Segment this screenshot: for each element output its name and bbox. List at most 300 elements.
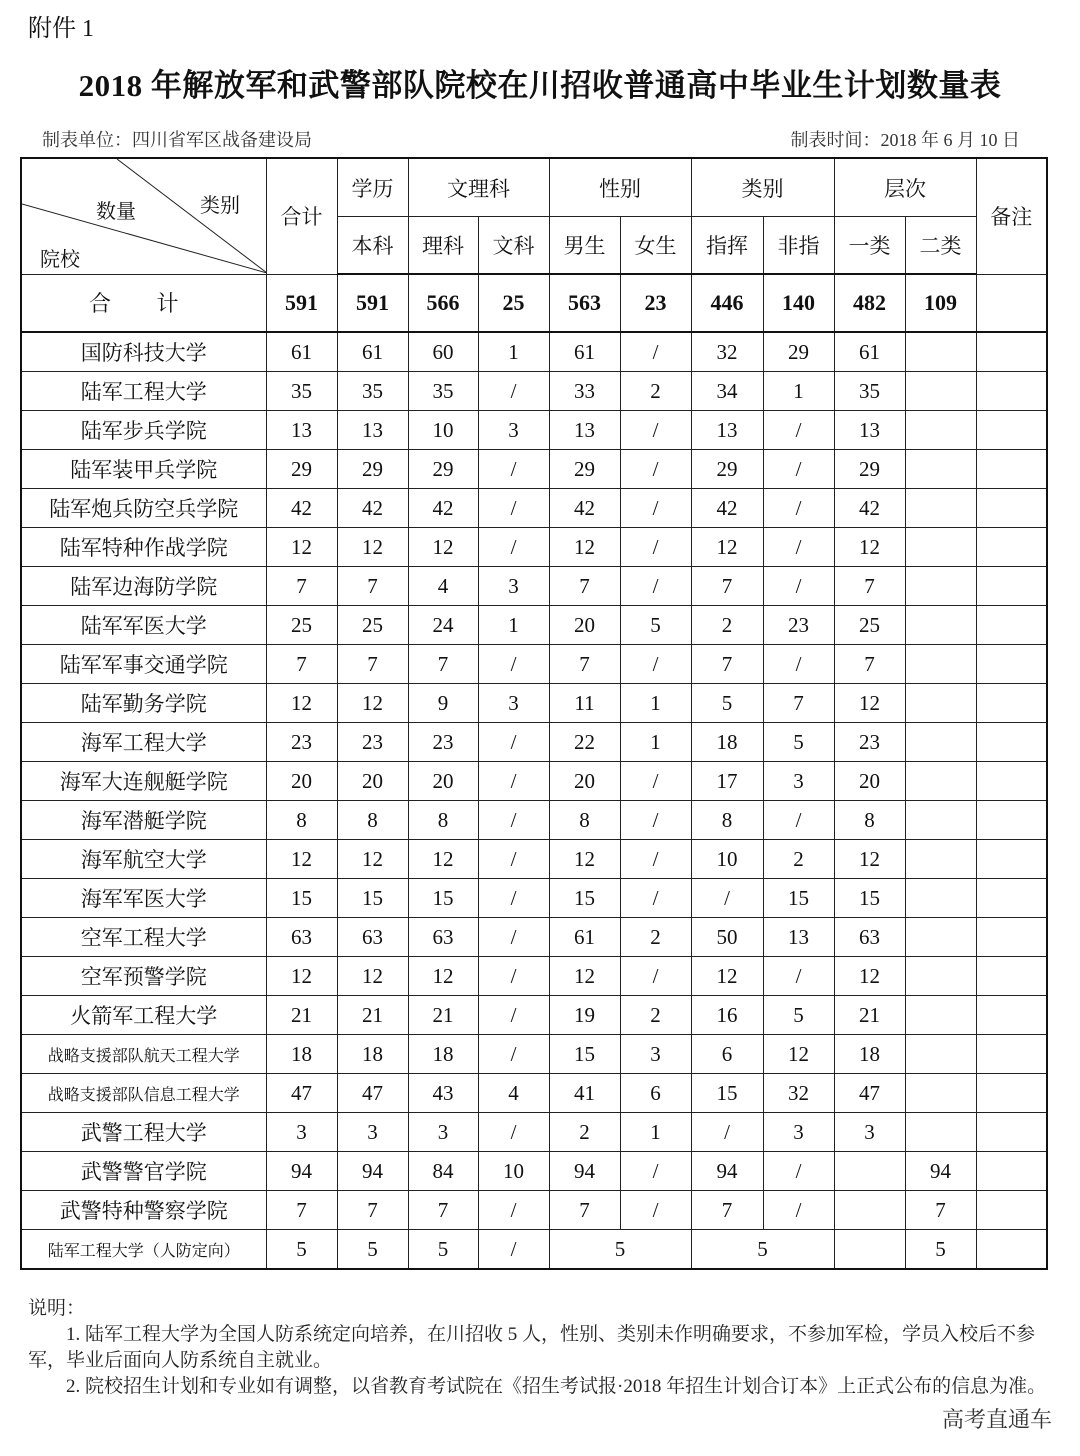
value-cell: 3 — [834, 1113, 905, 1152]
value-cell: 8 — [408, 801, 478, 840]
value-cell — [905, 332, 976, 372]
value-cell: / — [478, 1035, 549, 1074]
value-cell: 140 — [763, 274, 834, 332]
value-cell: / — [478, 528, 549, 567]
value-cell — [834, 1191, 905, 1230]
value-cell — [976, 801, 1047, 840]
value-cell: 94 — [905, 1152, 976, 1191]
value-cell: 10 — [408, 411, 478, 450]
value-cell: 32 — [763, 1074, 834, 1113]
school-name-cell: 陆军工程大学（人防定向） — [21, 1230, 266, 1270]
value-cell — [976, 1035, 1047, 1074]
value-cell — [905, 450, 976, 489]
value-cell: 7 — [905, 1191, 976, 1230]
value-cell: 563 — [549, 274, 620, 332]
value-cell: / — [620, 528, 691, 567]
notes-heading: 说明： — [28, 1298, 86, 1319]
table-row — [21, 684, 1047, 723]
enrollment-plan-table — [20, 157, 1048, 1270]
school-name-cell: 海军大连舰艇学院 — [21, 762, 266, 801]
value-cell: 2 — [620, 918, 691, 957]
value-cell: / — [478, 1230, 549, 1270]
value-cell: 25 — [266, 606, 337, 645]
value-cell: 5 — [337, 1230, 408, 1270]
table-row — [21, 840, 1047, 879]
value-cell: 15 — [408, 879, 478, 918]
value-cell: 12 — [834, 528, 905, 567]
school-name-cell: 火箭军工程大学 — [21, 996, 266, 1035]
header-sub: 指挥 — [691, 217, 763, 275]
value-cell: 21 — [266, 996, 337, 1035]
value-cell: / — [763, 411, 834, 450]
value-cell: / — [620, 332, 691, 372]
school-name-cell: 海军航空大学 — [21, 840, 266, 879]
value-cell — [976, 489, 1047, 528]
value-cell: / — [620, 801, 691, 840]
category-merged-cell: 5 — [691, 1230, 834, 1270]
value-cell: 12 — [266, 684, 337, 723]
value-cell — [976, 528, 1047, 567]
value-cell — [976, 411, 1047, 450]
value-cell: 2 — [763, 840, 834, 879]
value-cell — [905, 1113, 976, 1152]
table-row — [21, 489, 1047, 528]
value-cell — [905, 489, 976, 528]
table-row — [21, 996, 1047, 1035]
value-cell: 3 — [478, 411, 549, 450]
value-cell — [976, 372, 1047, 411]
value-cell: 5 — [408, 1230, 478, 1270]
value-cell — [905, 996, 976, 1035]
value-cell: 7 — [691, 1191, 763, 1230]
value-cell: / — [478, 645, 549, 684]
value-cell — [976, 1074, 1047, 1113]
table-row — [21, 1191, 1047, 1230]
value-cell: 12 — [691, 957, 763, 996]
value-cell: 13 — [834, 411, 905, 450]
value-cell: 12 — [266, 957, 337, 996]
value-cell: 21 — [337, 996, 408, 1035]
school-name-cell: 陆军边海防学院 — [21, 567, 266, 606]
value-cell: 13 — [266, 411, 337, 450]
value-cell — [905, 801, 976, 840]
value-cell: 42 — [266, 489, 337, 528]
value-cell — [905, 528, 976, 567]
value-cell — [976, 274, 1047, 332]
value-cell: 1 — [763, 372, 834, 411]
value-cell: 7 — [549, 645, 620, 684]
value-cell — [976, 1152, 1047, 1191]
value-cell: 20 — [408, 762, 478, 801]
value-cell: 8 — [691, 801, 763, 840]
value-cell: 7 — [691, 567, 763, 606]
value-cell: 2 — [620, 372, 691, 411]
table-row — [21, 957, 1047, 996]
value-cell: 94 — [266, 1152, 337, 1191]
gender-merged-cell: 5 — [549, 1230, 691, 1270]
value-cell: 7 — [763, 684, 834, 723]
value-cell: 8 — [834, 801, 905, 840]
value-cell: 15 — [763, 879, 834, 918]
school-name-cell: 国防科技大学 — [21, 332, 266, 372]
value-cell: / — [763, 1152, 834, 1191]
value-cell: / — [620, 1191, 691, 1230]
value-cell — [976, 606, 1047, 645]
value-cell: / — [763, 957, 834, 996]
header-sub: 理科 — [408, 217, 478, 275]
value-cell — [976, 450, 1047, 489]
value-cell: 20 — [549, 606, 620, 645]
value-cell: 7 — [266, 645, 337, 684]
value-cell — [976, 879, 1047, 918]
value-cell: 12 — [408, 957, 478, 996]
table-row — [21, 1035, 1047, 1074]
value-cell: 12 — [266, 528, 337, 567]
value-cell: 63 — [337, 918, 408, 957]
value-cell — [976, 567, 1047, 606]
value-cell: 12 — [408, 528, 478, 567]
school-name-cell: 战略支援部队信息工程大学 — [21, 1074, 266, 1113]
value-cell: 7 — [266, 567, 337, 606]
value-cell — [976, 996, 1047, 1035]
value-cell: 42 — [691, 489, 763, 528]
value-cell: 20 — [834, 762, 905, 801]
value-cell — [976, 684, 1047, 723]
school-name-cell: 陆军步兵学院 — [21, 411, 266, 450]
value-cell: 63 — [408, 918, 478, 957]
value-cell: 12 — [408, 840, 478, 879]
header-sub: 二类 — [905, 217, 976, 275]
value-cell: 35 — [337, 372, 408, 411]
value-cell: 29 — [266, 450, 337, 489]
value-cell: 35 — [408, 372, 478, 411]
value-cell: 5 — [266, 1230, 337, 1270]
value-cell: 5 — [763, 723, 834, 762]
diag-quantity-label: 数量 — [96, 201, 136, 224]
value-cell: 591 — [266, 274, 337, 332]
value-cell: / — [478, 1113, 549, 1152]
value-cell: / — [478, 918, 549, 957]
value-cell: / — [620, 567, 691, 606]
school-name-cell: 海军工程大学 — [21, 723, 266, 762]
value-cell: 6 — [691, 1035, 763, 1074]
value-cell: 84 — [408, 1152, 478, 1191]
value-cell: 42 — [834, 489, 905, 528]
value-cell: / — [763, 801, 834, 840]
table-row — [21, 918, 1047, 957]
value-cell: 13 — [337, 411, 408, 450]
table-row — [21, 723, 1047, 762]
table-row — [21, 801, 1047, 840]
value-cell: 94 — [337, 1152, 408, 1191]
value-cell: 5 — [620, 606, 691, 645]
value-cell — [905, 411, 976, 450]
value-cell: 94 — [691, 1152, 763, 1191]
value-cell — [905, 606, 976, 645]
value-cell: 3 — [620, 1035, 691, 1074]
header-group-category: 类别 — [691, 158, 834, 217]
header-sub: 非指 — [763, 217, 834, 275]
value-cell — [976, 762, 1047, 801]
school-name-cell: 海军军医大学 — [21, 879, 266, 918]
value-cell — [976, 645, 1047, 684]
value-cell: 3 — [763, 762, 834, 801]
value-cell: 7 — [834, 567, 905, 606]
value-cell: 32 — [691, 332, 763, 372]
value-cell: 18 — [691, 723, 763, 762]
header-sub: 男生 — [549, 217, 620, 275]
table-row — [21, 372, 1047, 411]
value-cell — [905, 879, 976, 918]
notes-section — [28, 1296, 1048, 1400]
value-cell: / — [620, 411, 691, 450]
value-cell: / — [763, 450, 834, 489]
value-cell: 8 — [549, 801, 620, 840]
value-cell: / — [478, 801, 549, 840]
value-cell: 5 — [905, 1230, 976, 1270]
value-cell: 13 — [691, 411, 763, 450]
value-cell: 7 — [691, 645, 763, 684]
header-sub: 文科 — [478, 217, 549, 275]
value-cell: 61 — [549, 918, 620, 957]
value-cell: 23 — [834, 723, 905, 762]
value-cell: 7 — [834, 645, 905, 684]
make-date: 制表时间：2018 年 6 月 10 日 — [790, 130, 1020, 150]
value-cell: 2 — [620, 996, 691, 1035]
value-cell: 10 — [691, 840, 763, 879]
value-cell: / — [620, 450, 691, 489]
header-group-level: 层次 — [834, 158, 976, 217]
value-cell: 13 — [763, 918, 834, 957]
value-cell: 2 — [549, 1113, 620, 1152]
value-cell: 3 — [478, 684, 549, 723]
value-cell: 61 — [266, 332, 337, 372]
value-cell: 42 — [337, 489, 408, 528]
header-remark: 备注 — [976, 158, 1047, 274]
value-cell: 18 — [337, 1035, 408, 1074]
school-name-cell: 战略支援部队航天工程大学 — [21, 1035, 266, 1074]
school-name-cell: 陆军勤务学院 — [21, 684, 266, 723]
school-name-cell: 海军潜艇学院 — [21, 801, 266, 840]
value-cell: 35 — [834, 372, 905, 411]
value-cell: / — [620, 762, 691, 801]
value-cell — [905, 918, 976, 957]
value-cell: 7 — [337, 567, 408, 606]
value-cell: 3 — [266, 1113, 337, 1152]
value-cell: 15 — [549, 1035, 620, 1074]
table-row — [21, 1113, 1047, 1152]
value-cell: 15 — [834, 879, 905, 918]
value-cell: 33 — [549, 372, 620, 411]
value-cell: 12 — [337, 528, 408, 567]
value-cell: 15 — [337, 879, 408, 918]
value-cell: / — [478, 996, 549, 1035]
value-cell: 47 — [337, 1074, 408, 1113]
value-cell: 29 — [763, 332, 834, 372]
header-group-subject: 文理科 — [408, 158, 549, 217]
value-cell: / — [763, 489, 834, 528]
school-name-cell: 空军工程大学 — [21, 918, 266, 957]
value-cell: / — [478, 489, 549, 528]
value-cell: / — [478, 1191, 549, 1230]
value-cell — [834, 1230, 905, 1270]
value-cell: 21 — [408, 996, 478, 1035]
value-cell: / — [763, 567, 834, 606]
value-cell: 23 — [408, 723, 478, 762]
header-sub: 一类 — [834, 217, 905, 275]
value-cell: 1 — [620, 1113, 691, 1152]
value-cell: 3 — [478, 567, 549, 606]
value-cell — [905, 567, 976, 606]
value-cell — [976, 957, 1047, 996]
value-cell — [905, 645, 976, 684]
value-cell: / — [478, 879, 549, 918]
value-cell: 61 — [549, 332, 620, 372]
value-cell: 12 — [549, 528, 620, 567]
value-cell: 8 — [337, 801, 408, 840]
value-cell: 11 — [549, 684, 620, 723]
header-sub: 女生 — [620, 217, 691, 275]
value-cell: 12 — [337, 957, 408, 996]
school-name-cell: 武警工程大学 — [21, 1113, 266, 1152]
table-row — [21, 450, 1047, 489]
value-cell — [976, 723, 1047, 762]
total-row — [21, 274, 1047, 332]
school-name-cell: 陆军军事交通学院 — [21, 645, 266, 684]
value-cell: 16 — [691, 996, 763, 1035]
diag-category-label: 类别 — [200, 195, 240, 218]
note-item: 1. 陆军工程大学为全国人防系统定向培养，在川招收 5 人，性别、类别未作明确要求，不参加军检，学员入校后不参军，毕业后面向人防系统自主就业。 — [28, 1324, 1036, 1371]
value-cell: 60 — [408, 332, 478, 372]
value-cell: 18 — [834, 1035, 905, 1074]
value-cell: 63 — [266, 918, 337, 957]
value-cell: 566 — [408, 274, 478, 332]
school-name-cell: 空军预警学院 — [21, 957, 266, 996]
value-cell: 12 — [834, 957, 905, 996]
school-name-cell: 陆军军医大学 — [21, 606, 266, 645]
value-cell — [905, 684, 976, 723]
school-name-cell: 陆军炮兵防空兵学院 — [21, 489, 266, 528]
value-cell: 29 — [408, 450, 478, 489]
value-cell: 17 — [691, 762, 763, 801]
value-cell: 1 — [620, 723, 691, 762]
table-row — [21, 645, 1047, 684]
value-cell: 25 — [834, 606, 905, 645]
value-cell: 42 — [408, 489, 478, 528]
value-cell: 482 — [834, 274, 905, 332]
table-row — [21, 1074, 1047, 1113]
value-cell — [905, 723, 976, 762]
school-name-cell: 合 计 — [21, 274, 266, 332]
value-cell: / — [620, 489, 691, 528]
value-cell: / — [691, 1113, 763, 1152]
value-cell: 15 — [691, 1074, 763, 1113]
value-cell: 43 — [408, 1074, 478, 1113]
value-cell — [905, 840, 976, 879]
value-cell: 41 — [549, 1074, 620, 1113]
value-cell: 29 — [834, 450, 905, 489]
value-cell: 12 — [691, 528, 763, 567]
value-cell: / — [478, 372, 549, 411]
value-cell — [834, 1152, 905, 1191]
page-title: 2018 年解放军和武警部队院校在川招收普通高中毕业生计划数量表 — [78, 68, 1002, 103]
table-row — [21, 1230, 1047, 1270]
school-name-cell: 陆军特种作战学院 — [21, 528, 266, 567]
value-cell: 23 — [620, 274, 691, 332]
value-cell: 61 — [337, 332, 408, 372]
value-cell: 7 — [266, 1191, 337, 1230]
value-cell: 7 — [408, 1191, 478, 1230]
table-row — [21, 567, 1047, 606]
value-cell: 47 — [266, 1074, 337, 1113]
value-cell: / — [620, 1152, 691, 1191]
value-cell: 12 — [834, 684, 905, 723]
value-cell: 7 — [549, 1191, 620, 1230]
value-cell: 42 — [549, 489, 620, 528]
value-cell: 3 — [408, 1113, 478, 1152]
value-cell — [976, 1230, 1047, 1270]
table-row — [21, 332, 1047, 372]
value-cell: 7 — [337, 645, 408, 684]
value-cell: 29 — [549, 450, 620, 489]
value-cell: 20 — [337, 762, 408, 801]
school-name-cell: 武警特种警察学院 — [21, 1191, 266, 1230]
header-group-gender: 性别 — [549, 158, 691, 217]
header-sub: 本科 — [337, 217, 408, 275]
value-cell — [905, 957, 976, 996]
value-cell: 7 — [408, 645, 478, 684]
value-cell: 63 — [834, 918, 905, 957]
value-cell — [976, 918, 1047, 957]
maker-unit: 制表单位：四川省军区战备建设局 — [42, 130, 312, 150]
value-cell: 25 — [478, 274, 549, 332]
value-cell — [905, 372, 976, 411]
value-cell: 21 — [834, 996, 905, 1035]
value-cell: 5 — [763, 996, 834, 1035]
value-cell: 12 — [763, 1035, 834, 1074]
value-cell: 7 — [337, 1191, 408, 1230]
value-cell: 5 — [691, 684, 763, 723]
value-cell: / — [620, 645, 691, 684]
table-row — [21, 411, 1047, 450]
table-row — [21, 762, 1047, 801]
value-cell: / — [620, 840, 691, 879]
value-cell: 9 — [408, 684, 478, 723]
value-cell: / — [620, 879, 691, 918]
value-cell: 12 — [337, 684, 408, 723]
value-cell: 35 — [266, 372, 337, 411]
value-cell: / — [763, 528, 834, 567]
value-cell: 24 — [408, 606, 478, 645]
value-cell — [905, 762, 976, 801]
value-cell: 12 — [266, 840, 337, 879]
value-cell: / — [478, 723, 549, 762]
value-cell: 109 — [905, 274, 976, 332]
value-cell: 591 — [337, 274, 408, 332]
value-cell: 20 — [549, 762, 620, 801]
value-cell: 6 — [620, 1074, 691, 1113]
value-cell: 446 — [691, 274, 763, 332]
value-cell: 12 — [549, 840, 620, 879]
value-cell: 8 — [266, 801, 337, 840]
attachment-label: 附件 1 — [28, 16, 94, 42]
value-cell: 94 — [549, 1152, 620, 1191]
watermark: 高考直通车 — [941, 1408, 1052, 1433]
header-group-education: 学历 — [337, 158, 408, 217]
value-cell: 15 — [266, 879, 337, 918]
value-cell: 18 — [266, 1035, 337, 1074]
value-cell: / — [478, 450, 549, 489]
